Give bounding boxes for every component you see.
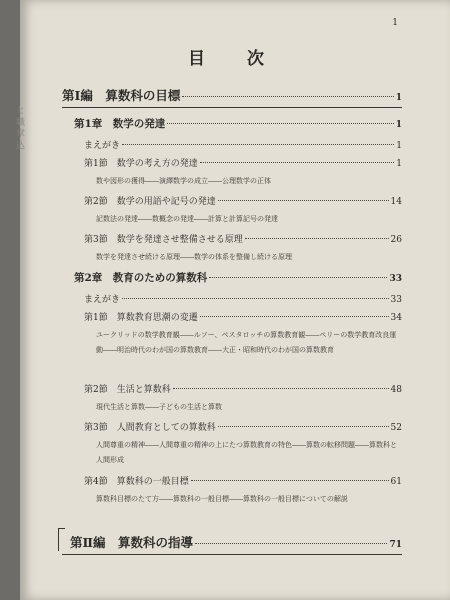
toc-entry-page: 61 bbox=[390, 477, 402, 487]
toc-subtopics: 算数科目標のたて方――算数科の一般目標――算数科の一般目標についての解説 bbox=[96, 495, 348, 503]
toc-subtopics: ユークリッドの数学教育観――ルソー、ペスタロッチの算数教育観――ペリーの数学教育改良運動――明治時代のわが国の算数教育――大正・昭和時代のわが国の算数教育 bbox=[96, 331, 397, 354]
dot-leader bbox=[122, 298, 389, 299]
toc-entry-label: 第2節 生活と算数科 bbox=[84, 385, 171, 395]
part-rule bbox=[62, 107, 402, 108]
toc-entry-label: 第3節 人間教育としての算数科 bbox=[84, 423, 216, 433]
toc-entry[interactable] bbox=[84, 420, 402, 433]
toc-entry-label: まえがき bbox=[84, 141, 121, 151]
toc-entry[interactable] bbox=[84, 310, 402, 323]
toc-entry-page: 1 bbox=[395, 120, 402, 130]
toc-entry-label: 第4節 算数科の一般目標 bbox=[84, 477, 189, 487]
dot-leader bbox=[195, 543, 387, 544]
page-number: 1 bbox=[392, 18, 398, 28]
toc-entry-page: 71 bbox=[389, 540, 402, 550]
toc-entry-label: 第2章 教育のための算数科 bbox=[74, 272, 208, 284]
dot-leader bbox=[245, 238, 389, 239]
toc-entry-page: 33 bbox=[389, 274, 402, 284]
toc-entry-page: 1 bbox=[396, 159, 402, 169]
bleed-char: 掌 bbox=[14, 128, 24, 138]
dot-leader bbox=[122, 144, 394, 145]
toc-subtopics: 現代生活と算数――子どもの生活と算数 bbox=[96, 403, 222, 411]
toc-entry[interactable] bbox=[70, 533, 402, 551]
toc-entry-page: 33 bbox=[390, 295, 402, 305]
toc-entry-label: 第1節 算数教育思潮の変遷 bbox=[84, 313, 198, 323]
toc-entry[interactable] bbox=[84, 156, 402, 169]
facing-page-bleed-text bbox=[14, 105, 38, 150]
toc-entry-label: 第1章 数学の発達 bbox=[74, 118, 166, 130]
toc-entry-page: 14 bbox=[390, 197, 402, 207]
toc-entry[interactable] bbox=[84, 194, 402, 207]
toc-subtopics: 数学を発達させ続ける原理――数学の体系を整備し続ける原理 bbox=[96, 253, 292, 261]
page-title: 目 次 bbox=[188, 49, 282, 69]
dot-leader bbox=[200, 162, 395, 163]
toc-entry-page: 34 bbox=[390, 313, 402, 323]
toc-entry-page: 1 bbox=[396, 141, 402, 151]
toc-subtopics: 記数法の発達――数概念の発達――計算と計算記号の発達 bbox=[96, 215, 278, 223]
toc-entry-label: 第3節 数学を発達させ整備させる原理 bbox=[84, 235, 243, 245]
toc-entry-page: 48 bbox=[390, 385, 402, 395]
toc-entry[interactable] bbox=[84, 292, 402, 305]
dot-leader bbox=[218, 426, 389, 427]
toc-entry-label: 第Ⅱ編 算数科の指導 bbox=[70, 535, 194, 550]
toc-subtopics: 数や図形の獲得――演繹数学の成立――公理数学の正体 bbox=[96, 177, 271, 185]
toc-entry[interactable] bbox=[62, 86, 402, 104]
dot-leader bbox=[182, 96, 393, 97]
toc-entry[interactable] bbox=[84, 232, 402, 245]
toc-entry[interactable] bbox=[84, 382, 402, 395]
toc-subtopics: 人間尊重の精神――人間尊重の精神の上にたつ算数教育の特色――算数の転移問題――算数科と人間形成 bbox=[96, 441, 397, 464]
bleed-char: と bbox=[14, 105, 24, 114]
toc-entry[interactable] bbox=[74, 270, 402, 285]
toc-entry-page: 1 bbox=[395, 93, 402, 103]
dot-leader bbox=[167, 123, 393, 124]
toc-entry-page: 52 bbox=[390, 423, 402, 433]
dot-leader bbox=[200, 316, 389, 317]
toc-entry-page: 26 bbox=[390, 235, 402, 245]
dot-leader bbox=[209, 277, 387, 278]
toc-entry[interactable] bbox=[74, 116, 402, 131]
book-page bbox=[14, 0, 450, 600]
part-bracket bbox=[58, 528, 65, 551]
part-rule bbox=[62, 554, 402, 555]
bleed-char: 込 bbox=[14, 140, 24, 150]
toc-entry-label: 第2節 数学の用語や記号の発達 bbox=[84, 197, 216, 207]
bleed-char: 職 bbox=[14, 116, 24, 126]
toc-entry-label: 第Ⅰ編 算数科の目標 bbox=[62, 88, 181, 103]
toc-entry-label: 第1節 数学の考え方の発達 bbox=[84, 159, 198, 169]
dot-leader bbox=[173, 388, 389, 389]
toc-entry[interactable] bbox=[84, 138, 402, 151]
toc-entry[interactable] bbox=[84, 474, 402, 487]
dot-leader bbox=[191, 480, 389, 481]
dot-leader bbox=[218, 200, 389, 201]
toc-entry-label: まえがき bbox=[84, 295, 121, 305]
